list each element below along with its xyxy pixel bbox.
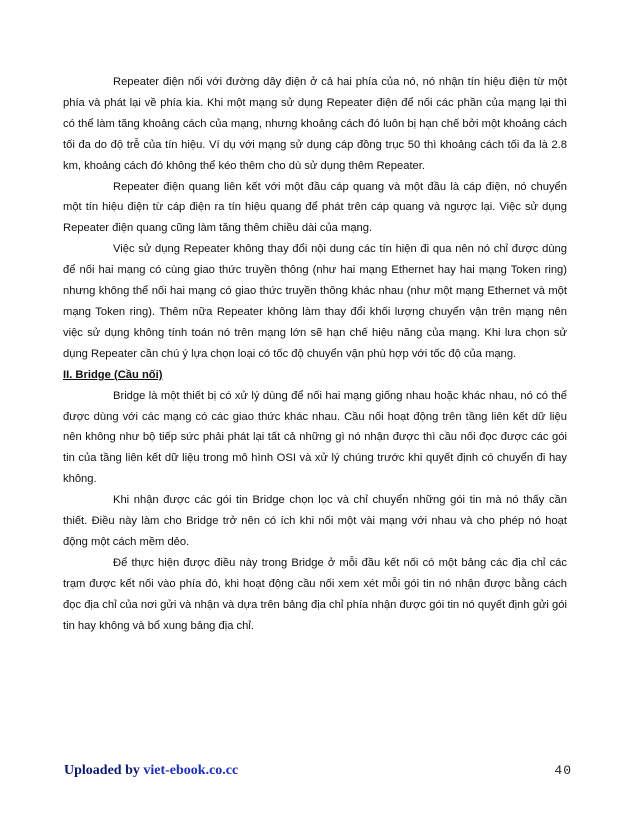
footer-site-link[interactable]: viet-ebook.co.cc [143,763,239,778]
paragraph-repeater-usage: Việc sử dụng Repeater không thay đổi nội dung các tín hiện đi qua nên nó chỉ được dùng để nối hai mạng có cùng giao thức truyền thông (như hai mạng Ethernet hay hai mạng Token ring) nhưng không thể nối hai mạng có giao thức truyền thông khác nhau (như một mạng Ethernet và một mạng Token ring). Thêm nữa Repeater không làm thay đổi khối lượng chuyển vận trên mạng nên việc sử dụng không tính toán nó trên mạng lớn sẽ hạn chế hiệu năng của mạng. Khi lưa chọn sử dụng Repeater cần chú ý lựa chọn loại có tốc độ chuyển vận phù hợp với tốc độ của mạng. [63,243,567,360]
paragraph-bridge-address-table: Để thực hiện được điều này trong Bridge ở mỗi đầu kết nối có một bảng các địa chỉ các trạm được kết nối vào phía đó, khi hoạt động cầu nối xem xét mỗi gói tin nó nhận được bằng cách đọc địa chỉ của nơi gửi và nhận và dựa trên bảng địa chỉ phía nhận được gói tin nó quyết định gửi gói tin hay không và bổ xung bảng địa chỉ. [63,556,567,632]
footer-uploaded-by-label: Uploaded by [64,763,140,778]
paragraph-electric-repeater: Repeater điện nối với đường dây điện ở cả hai phía của nó, nó nhận tín hiệu điện từ một phía và phát lại về phía kia. Khi một mạng sử dụng Repeater điện để nối các phần của mạng lại thì có thể làm tăng khoảng cách của mạng, nhưng khoảng cách đó luôn bị hạn chế bởi một khoảng cách tối đa do độ trễ của tín hiệu. Ví dụ với mạng sử dụng cáp đồng trục 50 thì khoảng cách tối đa là 2.8 km, khoảng cách đó không thể kéo thêm cho dù sử dụng thêm Repeater. [63,76,567,172]
paragraph-bridge-definition: Bridge là một thiết bị có xử lý dùng để nối hai mạng giống nhau hoặc khác nhau, nó có thể được dùng với các mạng có các giao thức khác nhau. Cầu nối hoạt động trên tầng liên kết dữ liệu nên không như bộ tiếp sức phải phát lại tất cả những gì nó nhận được thì cầu nối đọc được các gói tin của tầng liên kết dữ liệu trong mô hình OSI và xử lý chúng trước khi quyết định có chuyển đi hay không. [63,389,567,486]
page-number: 40 [554,763,572,778]
document-body [63,72,567,636]
paragraph-bridge-filtering: Khi nhận được các gói tin Bridge chọn lọc và chỉ chuyển những gói tin mà nó thấy cần thiết. Điều này làm cho Bridge trở nên có ích khi nối một vài mạng với nhau và cho phép nó hoạt động một cách mềm dẻo. [63,494,567,548]
page-footer [64,763,572,783]
section-heading-bridge: II. Bridge (Cầu nối) [63,368,163,381]
paragraph-optical-repeater: Repeater điện quang liên kết với một đầu cáp quang và một đầu là cáp điện, nó chuyển một tín hiệu điện từ cáp điện ra tín hiệu quang để phát trên cáp quang và ngược lại. Việc sử dụng Repeater điện quang cũng làm tăng thêm chiều dài của mạng. [63,180,567,235]
footer-credit [64,763,238,779]
